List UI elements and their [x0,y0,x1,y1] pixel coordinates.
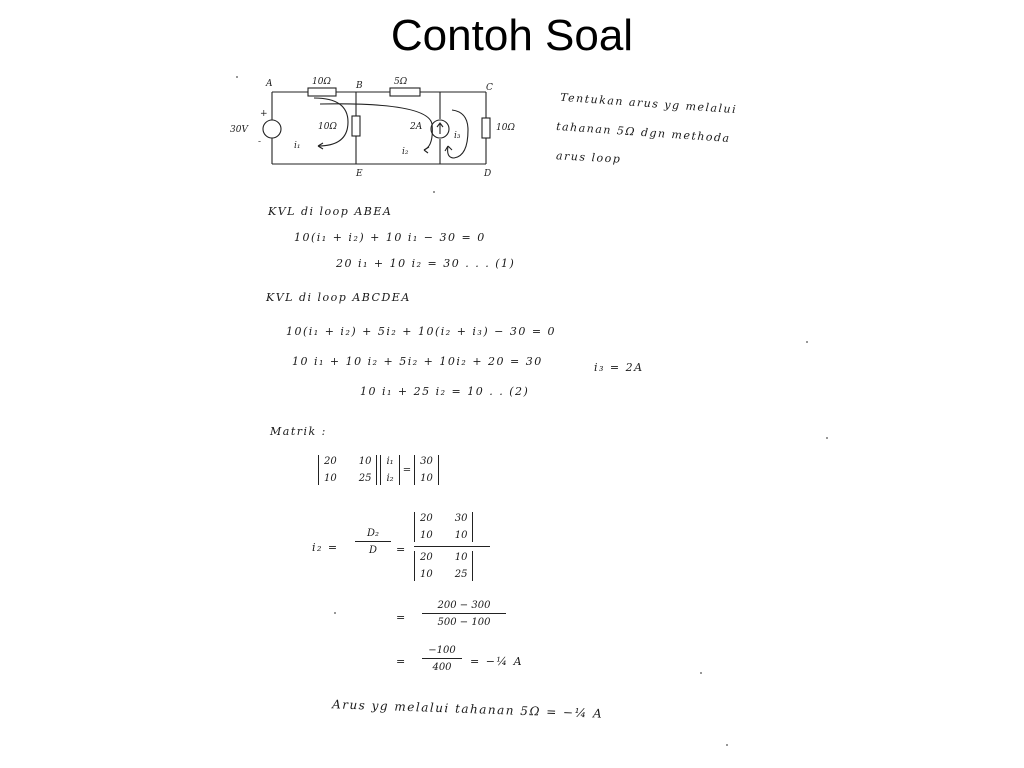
kvl2-header: KVL di loop ABCDEA [266,291,411,304]
matrix-cell: 10 [420,473,433,484]
fraction-numerator: D₂ [355,528,391,542]
matrix-cell: 20 [420,513,433,524]
source-voltage-label: 30V [230,125,248,135]
scan-speck [334,612,336,614]
circuit-diagram [228,72,518,182]
denominator-determinant [414,551,473,581]
matrix-cell: 25 [358,473,372,484]
fraction-numerator: −100 [422,645,462,659]
resistor-bc-icon [390,88,420,96]
equals-sign: = [402,464,412,476]
scan-speck [433,191,435,193]
kvl2-equation-2: 10 i₁ + 10 i₂ + 5i₂ + 10i₂ + 20 = 30 [292,355,543,368]
numerator-determinant [414,512,490,542]
coefficient-matrix-equation [318,455,439,485]
node-e-label: E [356,169,363,179]
kvl1-header: KVL di loop ABEA [268,205,393,218]
resistor-cd-icon [482,118,490,138]
matrix-cell: 30 [454,513,468,524]
loop-i3-label: i₃ [454,131,461,141]
source-minus-label: - [258,137,262,147]
scan-speck [236,76,238,78]
conclusion-line: Arus yg melalui tahanan 5Ω = −¼ A [331,697,604,721]
node-d-label: D [484,169,492,179]
matrix-cell: 20 [324,456,337,467]
problem-line-1: Tentukan arus yg melalui [559,90,738,117]
determinant-matrix [414,512,473,542]
matrix-cell: 10 [324,473,337,484]
kvl2-equation-3: 10 i₁ + 25 i₂ = 10 . . (2) [360,385,530,398]
problem-line-3: arus loop [555,149,622,166]
fraction-denominator: 500 − 100 [437,617,491,628]
node-a-label: A [266,79,273,89]
step3-result: = −¼ A [470,655,524,668]
i2-label: i₂ = [312,541,339,554]
current-source-arrow-icon [437,123,443,134]
kvl1-equation-1: 10(i₁ + i₂) + 10 i₁ − 30 = 0 [294,231,486,244]
equals-sign: = [396,543,407,556]
matrix-cell: 25 [454,569,468,580]
node-c-label: C [486,83,493,93]
slide-title: Contoh Soal [390,11,634,60]
resistor-be-label: 10Ω [318,122,337,132]
node-b-label: B [356,81,363,91]
determinant-matrix [414,551,473,581]
matrix-cell: i₁ [386,456,394,467]
resistor-ab-label: 10Ω [312,77,331,87]
scan-speck [726,744,728,746]
matrix-cell: 10 [420,530,433,541]
matrix-cell: 10 [454,530,468,541]
i3-note: i₃ = 2A [594,361,644,374]
resistor-ab-icon [308,88,336,96]
source-plus-label: + [260,109,268,119]
loop-i2-label: i₂ [402,147,409,157]
fraction-denominator: D [368,545,378,556]
unknown-vector [380,455,399,485]
matrix-header: Matrik : [270,425,327,438]
fraction-numerator: 200 − 300 [422,600,506,614]
determinant-fraction [414,512,490,547]
voltage-source-icon [263,120,281,138]
equals-sign: = [396,611,407,624]
equals-sign: = [396,655,407,668]
matrix-cell: 10 [454,552,468,563]
step2-fraction [422,600,506,628]
resistor-be-icon [352,116,360,136]
matrix-cell: 30 [420,456,433,467]
matrix-cell: 20 [420,552,433,563]
constant-vector [414,455,439,485]
fraction-denominator: 400 [432,662,452,673]
problem-line-2: tahanan 5Ω dgn methoda [555,119,732,146]
kvl1-equation-2: 20 i₁ + 10 i₂ = 30 . . . (1) [336,257,516,270]
matrix-cell: i₂ [386,473,394,484]
scan-speck [700,672,702,674]
resistor-bc-label: 5Ω [394,77,408,87]
d2-over-d-fraction [355,528,391,556]
kvl2-equation-1: 10(i₁ + i₂) + 5i₂ + 10(i₂ + i₃) − 30 = 0 [286,325,557,338]
current-source-label: 2A [410,122,423,132]
resistor-cd-label: 10Ω [496,123,515,133]
step3-fraction [422,645,462,673]
scan-speck [806,341,808,343]
coefficient-matrix [318,455,377,485]
matrix-cell: 10 [420,569,433,580]
scan-speck [826,437,828,439]
loop-i1-label: i₁ [294,141,301,151]
matrix-cell: 10 [358,456,372,467]
